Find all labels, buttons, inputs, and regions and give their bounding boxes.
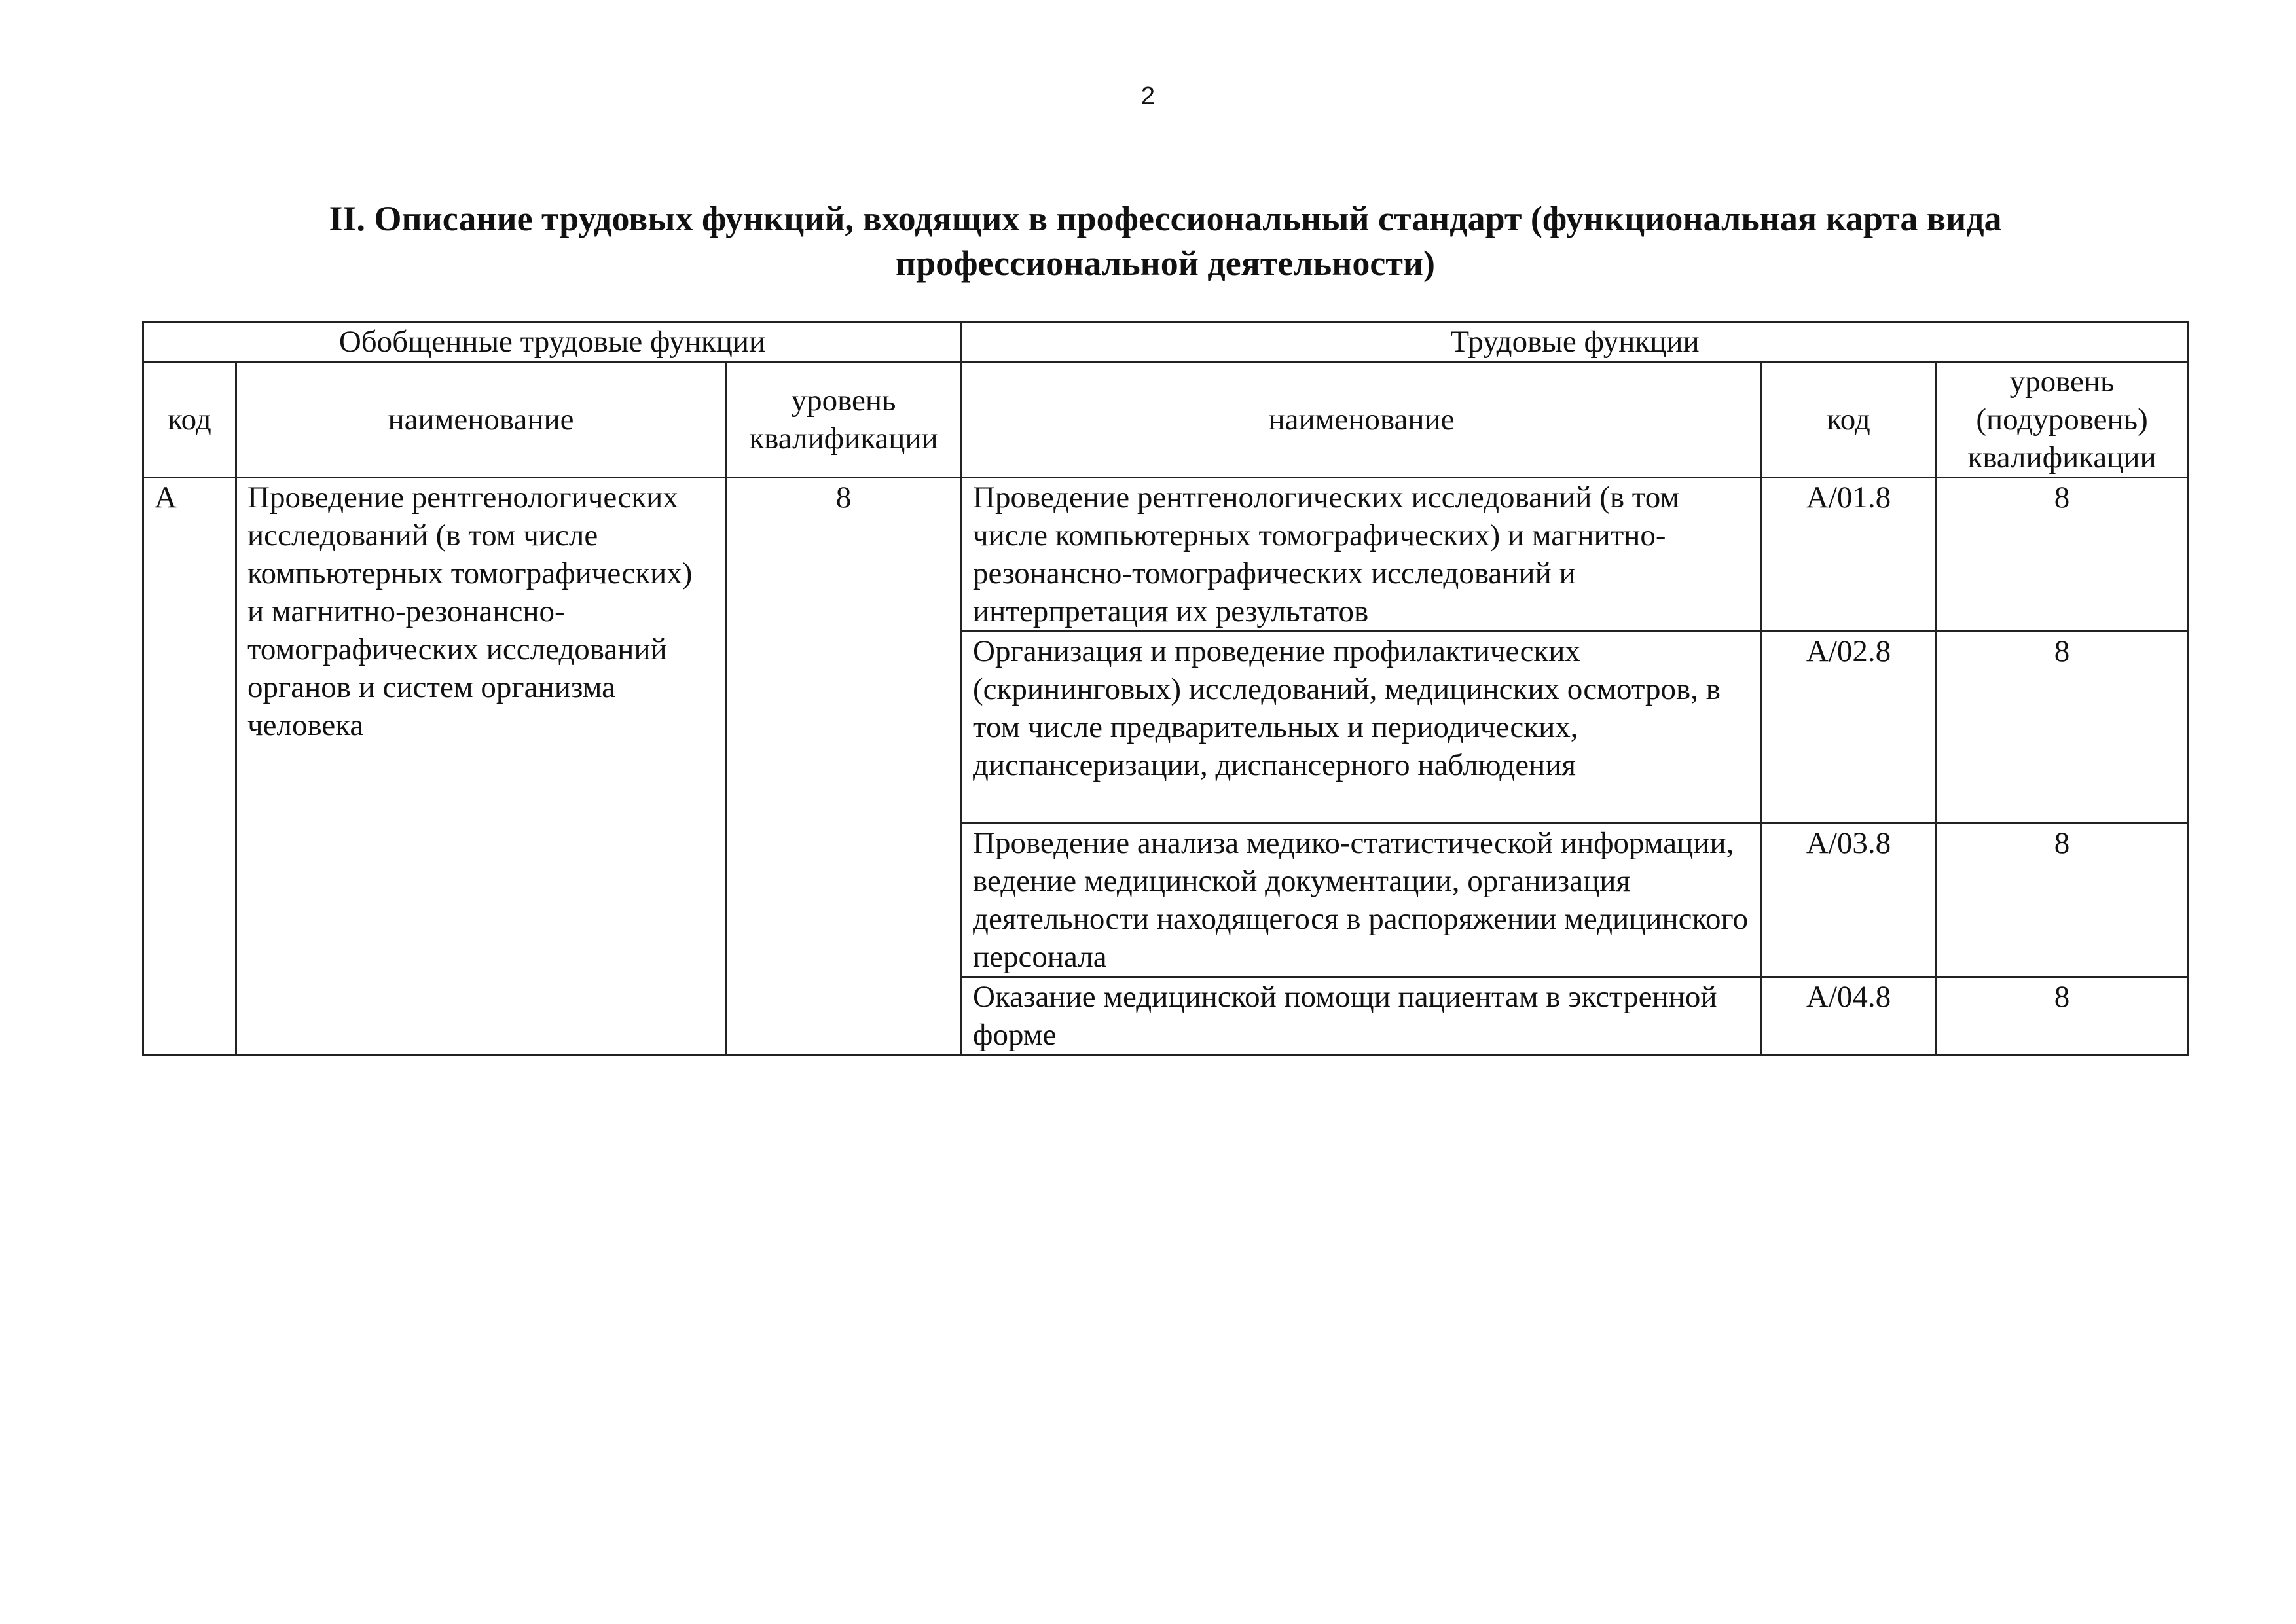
gen-code-header: код — [143, 362, 236, 478]
table-row — [143, 478, 2189, 632]
gen-function-name: Проведение рентгенологических исследований (в том числе компьютерных томографических) и магнитно-резонансно-томографических исследований органов и систем организма человека — [236, 478, 726, 1055]
column-header-row — [143, 362, 2189, 478]
function-code: A/02.8 — [1762, 632, 1936, 823]
section-title-line-1: II. Описание трудовых функций, входящих в профессиональный стандарт (функциональная карта вида — [329, 199, 2002, 238]
func-code-header: код — [1762, 362, 1936, 478]
generalized-functions-header: Обобщенные трудовые функции — [143, 322, 962, 362]
function-level: 8 — [1936, 478, 2189, 632]
function-level: 8 — [1936, 977, 2189, 1055]
page-number: 2 — [1140, 82, 1156, 110]
function-name: Проведение анализа медико-статистической информации, ведение медицинской документации, организация деятельности находящегося в распоряжении медицинского персонала — [962, 823, 1762, 977]
func-name-header: наименование — [962, 362, 1762, 478]
gen-name-header: наименование — [236, 362, 726, 478]
func-level-header: уровень (подуровень) квалификации — [1936, 362, 2189, 478]
section-title-line-2: профессиональной деятельности) — [896, 244, 1435, 283]
gen-function-level: 8 — [726, 478, 962, 1055]
function-code: A/04.8 — [1762, 977, 1936, 1055]
labor-functions-header: Трудовые функции — [962, 322, 2189, 362]
function-name: Проведение рентгенологических исследований (в том числе компьютерных томографических) и магнитно-резонансно-томографических исследований и интерпретация их результатов — [962, 478, 1762, 632]
function-level: 8 — [1936, 823, 2189, 977]
function-level: 8 — [1936, 632, 2189, 823]
function-name: Оказание медицинской помощи пациентам в экстренной форме — [962, 977, 1762, 1055]
section-title — [196, 196, 2134, 285]
function-name: Организация и проведение профилактических (скрининговых) исследований, медицинских осмотров, в том числе предварительных и периодических, диспансеризации, диспансерного наблюдения — [962, 632, 1762, 823]
gen-function-code: А — [143, 478, 236, 1055]
function-code: A/03.8 — [1762, 823, 1936, 977]
function-code: A/01.8 — [1762, 478, 1936, 632]
group-header-row — [143, 322, 2189, 362]
gen-level-header: уровень квалификации — [726, 362, 962, 478]
functional-map-table — [142, 321, 2189, 1056]
